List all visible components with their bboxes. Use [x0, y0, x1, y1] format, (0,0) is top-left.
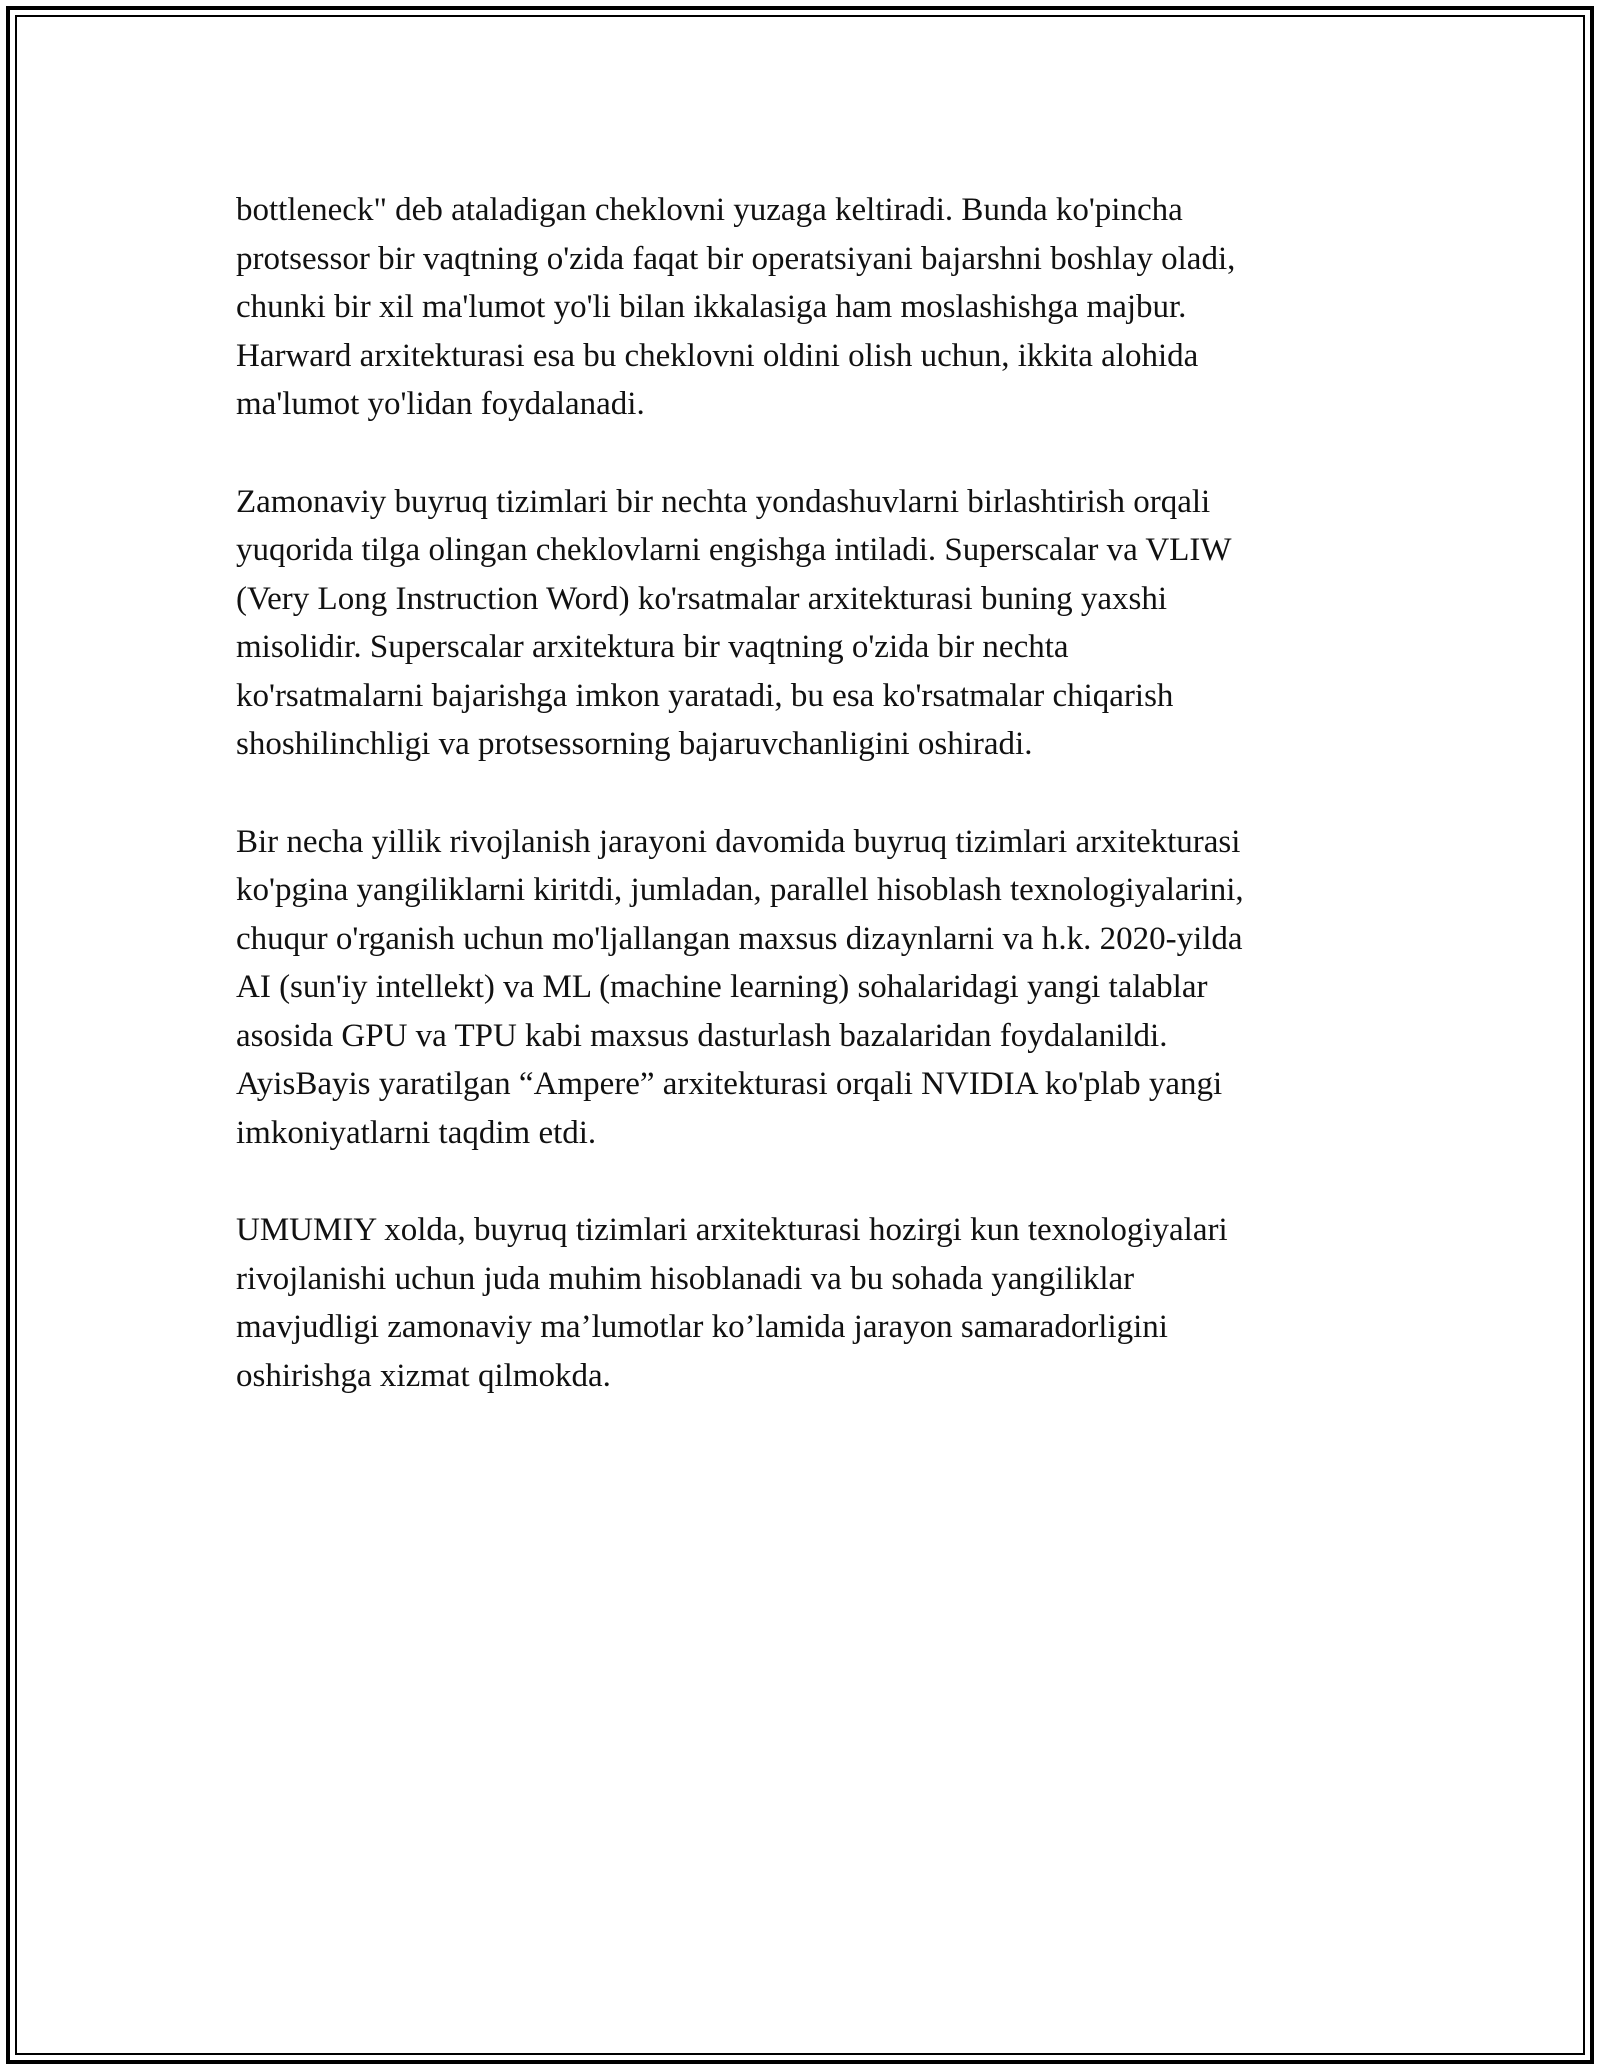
paragraph-2 — [236, 478, 1366, 769]
text-line: (Very Long Instruction Word) ko'rsatmalar arxitekturasi buning yaxshi — [236, 580, 1168, 617]
text-line: protsessor bir vaqtning o'zida faqat bir operatsiyani bajarshni boshlay oladi, — [236, 240, 1236, 277]
document-body — [236, 186, 1366, 1449]
text-line: imkoniyatlarni taqdim etdi. — [236, 1114, 597, 1151]
text-line: ko'pgina yangiliklarni kiritdi, jumladan, parallel hisoblash texnologiyalarini, — [236, 872, 1244, 908]
text-line: bottleneck" deb ataladigan cheklovni yuzaga keltiradi. Bunda ko'pincha — [236, 192, 1183, 228]
text-line: mavjudligi zamonaviy ma’lumotlar ko’lamida jarayon samaradorligini — [236, 1309, 1168, 1345]
paragraph-4 — [236, 1206, 1366, 1400]
text-line: misolidir. Superscalar arxitektura bir vaqtning o'zida bir nechta — [236, 629, 1069, 665]
text-line: AI (sun'iy intellekt) va ML (machine learning) sohalaridagi yangi talablar — [236, 969, 1208, 1005]
text-line: chuqur o'rganish uchun mo'ljallangan maxsus dizaynlarni va h.k. 2020-yilda — [236, 920, 1243, 957]
text-line: chunki bir xil ma'lumot yo'li bilan ikkalasiga ham moslashishga majbur. — [236, 289, 1187, 325]
text-line: asosida GPU va TPU kabi maxsus dasturlash bazalaridan foydalanildi. — [236, 1017, 1168, 1054]
paragraph-1 — [236, 186, 1366, 429]
text-line: ma'lumot yo'lidan foydalanadi. — [236, 386, 645, 422]
paragraph-3 — [236, 818, 1366, 1158]
text-line: ko'rsatmalarni bajarishga imkon yaratadi, bu esa ko'rsatmalar chiqarish — [236, 677, 1174, 714]
text-line: shoshilinchligi va protsessorning bajaruvchanligini oshiradi. — [236, 726, 1033, 762]
text-line: Bir necha yillik rivojlanish jarayoni davomida buyruq tizimlari arxitekturasi — [236, 823, 1241, 860]
text-line: Zamonaviy buyruq tizimlari bir nechta yondashuvlarni birlashtirish orqali — [236, 483, 1211, 520]
text-line: rivojlanishi uchun juda muhim hisoblanadi va bu sohada yangiliklar — [236, 1260, 1135, 1297]
text-line: yuqorida tilga olingan cheklovlarni engishga intiladi. Superscalar va VLIW — [236, 532, 1232, 568]
text-line: AyisBayis yaratilgan “Ampere” arxitekturasi orqali NVIDIA ko'plab yangi — [236, 1066, 1223, 1102]
text-line: oshirishga xizmat qilmokda. — [236, 1357, 611, 1394]
text-line: UMUMIY xolda, buyruq tizimlari arxitekturasi hozirgi kun texnologiyalari — [236, 1212, 1228, 1248]
text-line: Harward arxitekturasi esa bu cheklovni oldini olish uchun, ikkita alohida — [236, 337, 1199, 374]
